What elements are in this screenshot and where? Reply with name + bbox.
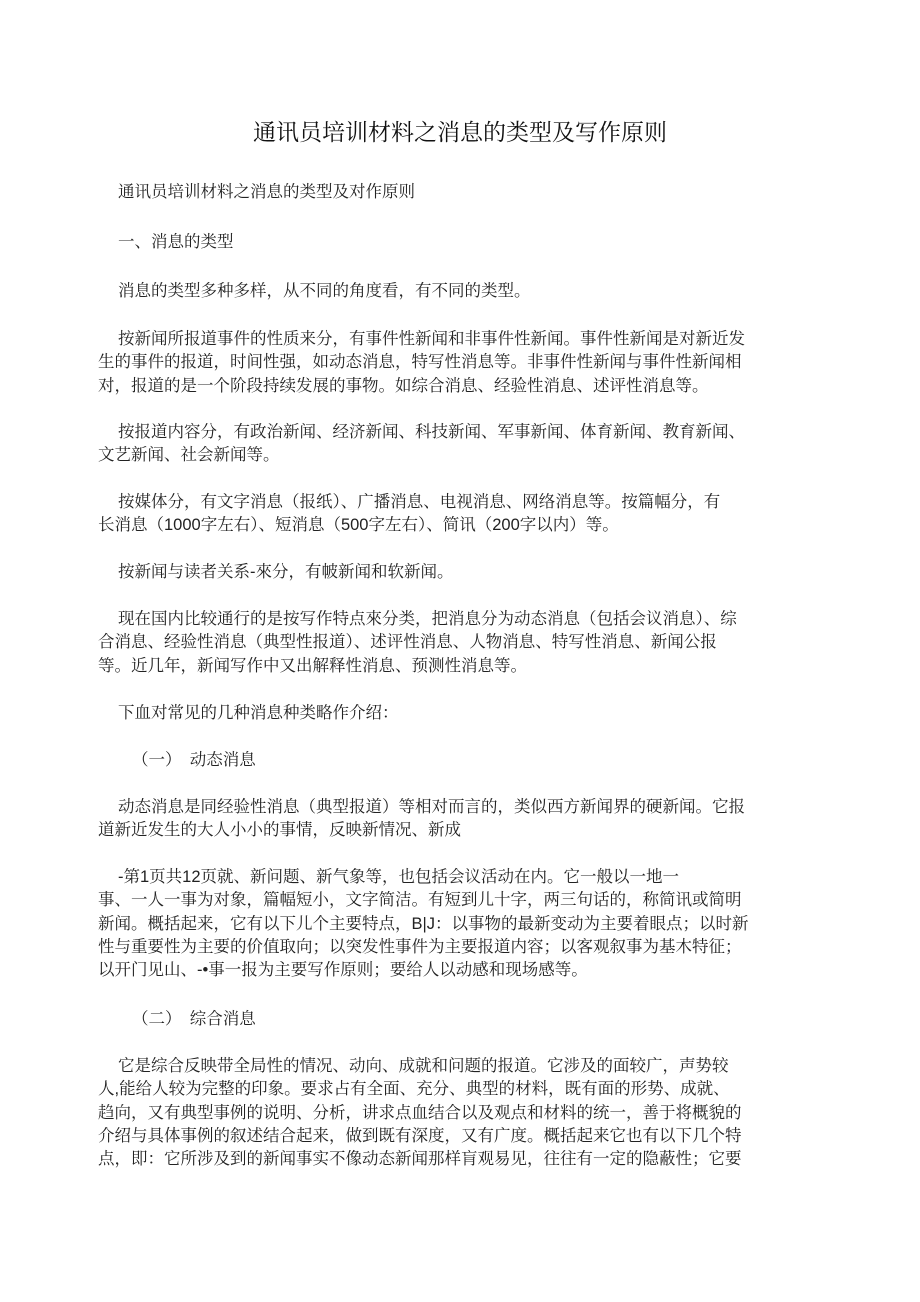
paragraph-line: -第1页共12页就、新问题、新气象等，也包括会议活动在内。它一般以一地一	[118, 868, 680, 886]
paragraph-line: 事、一人一事为对象，篇幅短小，文字简洁。有短到儿十字，两三句话的，称简讯或简明	[98, 891, 742, 910]
paragraph	[98, 796, 788, 843]
paragraph-line: 它是综合反映带全局性的情况、动向、成就和问题的报道。它涉及的面较广，声势较	[118, 1057, 729, 1075]
paragraph	[98, 280, 788, 303]
paragraph	[98, 181, 788, 204]
paragraph-line: 介绍与具体事例的叙述结合起来，做到既有深度，又有广度。概括起来它也有以下几个特	[98, 1126, 742, 1145]
paragraph	[98, 608, 788, 678]
paragraph-line: （一） 动态消息	[132, 751, 256, 769]
paragraph-line: 合消息、经验性消息（典型性报道）、述评性消息、人物消息、特写性消息、新闻公报	[98, 633, 717, 652]
paragraph	[98, 1008, 788, 1031]
paragraph	[98, 866, 788, 982]
paragraph-line: 按媒体分，有文字消息（报纸）、广播消息、电视消息、网络消息等。按篇幅分，有	[118, 493, 721, 511]
paragraph-line: 按新闻与读者关系-來分，有帔新闻和软新闻。	[118, 563, 454, 581]
paragraph-line: 消息的类型多种多样，从不同的角度看，有不同的类型。	[118, 282, 531, 300]
paragraph-line: 生的事件的报道，时间性强，如动态消息，特写性消息等。非事件性新闻与事件性新闻相	[98, 353, 742, 372]
document-title: 通讯员培训材料之消息的类型及写作原则	[253, 119, 667, 145]
paragraph-line: 动态消息是同经验性消息（典型报道）等相对而言的，类似西方新闻界的硬新闻。它报	[118, 798, 745, 816]
paragraph-line: 文艺新闻、社会新闻等。	[98, 446, 280, 465]
paragraph-line: 按报道内容分，有政治新闻、经济新闻、科技新闻、军事新闻、体育新闻、教育新闻、	[118, 423, 745, 441]
paragraph-line: 新闻。概括起来，它有以下儿个主要特点，B|J：以事物的最新变动为主要着眼点；以时新	[98, 914, 749, 933]
paragraph-line: 点，即：它所涉及到的新闻事实不像动态新闻那样肓观易见，往往有一定的隐蔽性；它要	[98, 1150, 742, 1169]
paragraph-line: 按新闻所报道事件的性质来分，有事件性新闻和非事件性新闻。事件性新闻是对新近发	[118, 330, 745, 348]
paragraph-line: 性与重要性为主要的价值取向；以突发性事件为主要报道内容；以客观叙事为基木特征；	[98, 937, 742, 956]
paragraph-line: 等。近几年，新闻写作中又出解释性消息、预测性消息等。	[98, 656, 527, 675]
paragraph-line: 以开门见山、-•事一报为主要写作原则；要给人以动感和现场感等。	[98, 961, 588, 980]
paragraph-line: 现在国内比较通行的是按写作特点來分类，把消息分为动态消息（包括会议消息）、综	[118, 610, 737, 628]
paragraph-line: （二） 综合消息	[132, 1010, 256, 1028]
paragraph	[98, 328, 788, 398]
paragraph-line: 长消息（1000字左右）、短消息（500字左右）、简讯（200字以内）等。	[98, 516, 619, 535]
paragraph-line: 人,能给人较为完整的印象。要求占有全面、充分、典型的材料，既有面的形势、成就、	[98, 1080, 730, 1099]
paragraph	[98, 421, 788, 468]
paragraph	[98, 1055, 788, 1171]
paragraph	[98, 231, 788, 254]
paragraph	[98, 749, 788, 772]
paragraph	[98, 491, 788, 538]
paragraph-line: 通讯员培训材料之消息的类型及对作原则	[118, 183, 415, 201]
paragraph-line: 下血对常见的几种消息种类略作介绍：	[118, 704, 399, 722]
paragraph-line: 道新近发生的大人小小的事情，反映新情况、新成	[98, 821, 461, 840]
paragraph-line: 一、消息的类型	[118, 233, 234, 251]
paragraph-line: 趋向，又有典型事例的说明、分析，讲求点血结合以及观点和材料的统一，善于将概貌的	[98, 1103, 742, 1122]
paragraph	[98, 561, 788, 584]
paragraph-line: 对，报道的是一个阶段持续发展的事物。如综合消息、经验性消息、述评性消息等。	[98, 376, 709, 395]
paragraph	[98, 702, 788, 725]
